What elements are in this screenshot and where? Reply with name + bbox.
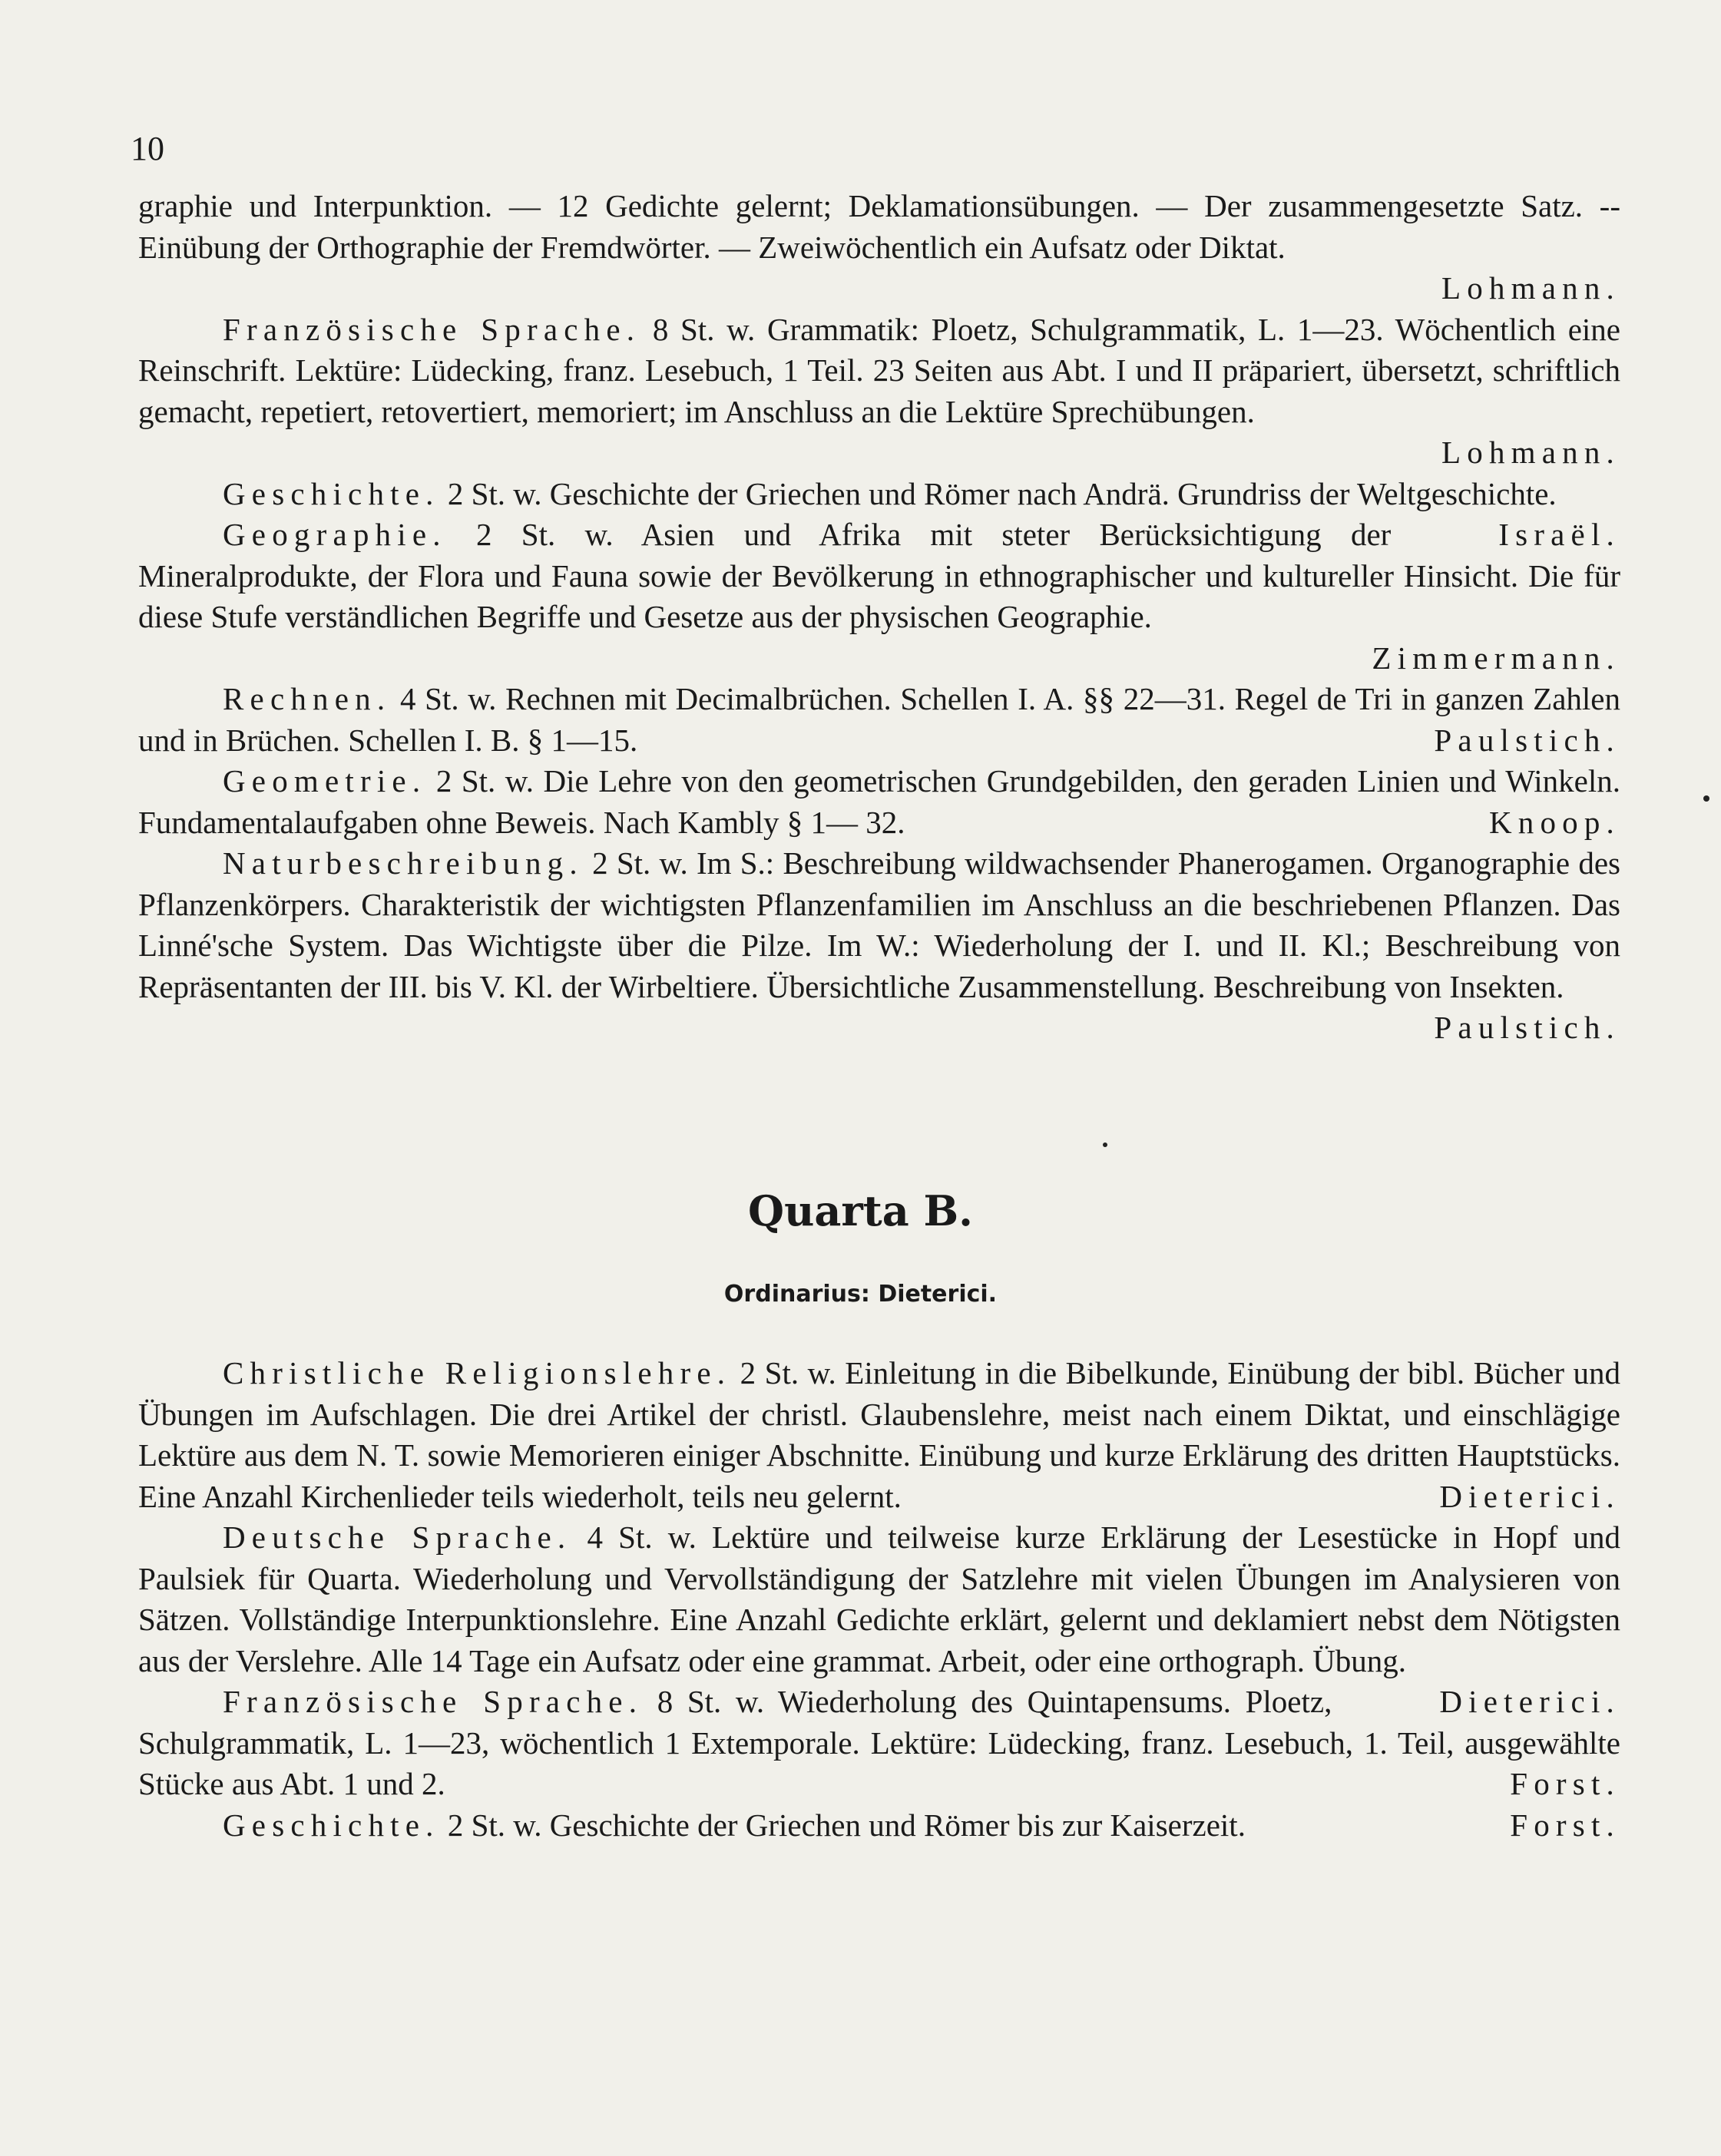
teacher-signature: Forst. <box>1510 1766 1620 1801</box>
teacher-signature: Paulstich. <box>1434 722 1620 758</box>
page-number: 10 <box>131 130 164 167</box>
subject-label: Rechnen. <box>223 681 392 716</box>
subject-label: Geschichte. <box>223 1807 440 1843</box>
subject-label: Französische Sprache. <box>223 1684 644 1719</box>
print-speck <box>1103 1142 1107 1147</box>
subject-label: Geschichte. <box>223 475 440 511</box>
subject-geographie <box>138 514 1620 638</box>
paragraph-continuation <box>138 186 1620 268</box>
subject-text: 2 St. w. Asien und Afrika mit steter Berücksichtigung der Mineralprodukte, der Flora und Fauna sowie der Bevölkerung in ethnographischer und kultureller Hinsicht. Die für diese Stufe verständlichen Begriffe und Gesetze aus der physischen Geographie. <box>138 517 1620 634</box>
subject-text: 4 St. w. Rechnen mit Decimalbrüchen. Schellen I. A. §§ 22—31. Regel de Tri in ganzen Zahlen und in Brüchen. Schellen I. B. § 1—15. <box>138 681 1620 758</box>
teacher-signature: Paulstich. <box>1434 1010 1620 1045</box>
subject-geometrie <box>138 761 1620 843</box>
teacher-signature: Lohmann. <box>1441 270 1620 306</box>
subject-label: Geometrie. <box>223 763 427 799</box>
teacher-signature: Forst. <box>1510 1807 1620 1843</box>
subject-label: Deutsche Sprache. <box>223 1519 572 1555</box>
lower-section <box>138 1353 1620 1846</box>
subject-text: 2 St. w. Geschichte der Griechen und Römer bis zur Kaiserzeit. <box>447 1807 1246 1843</box>
teacher-signature: Lohmann. <box>1441 435 1620 470</box>
subject-text: 4 St. w. Lektüre und teilweise kurze Erklärung der Lesestücke in Hopf und Paulsiek für Quarta. Wiederholung und Vervollständigung der Satzlehre mit vielen Übungen im Analysieren von Sätzen. Vollständige Interpunktionslehre. Eine Anzahl Gedichte erklärt, gelernt und deklamiert nebst dem Nötigsten aus der Verslehre. Alle 14 Tage ein Aufsatz oder eine grammat. Arbeit, oder eine orthograph. Übung. <box>138 1519 1621 1678</box>
subject-text: 2 St. w. Die Lehre von den geometrischen Grundgebilden, den geraden Linien und Winkeln. Fundamentalaufgaben ohne Beweis. Nach Kambly § 1— 32. <box>138 763 1621 840</box>
subject-text: 2 St. w. Im S.: Beschreibung wildwachsender Phanerogamen. Organographie des Pflanzenkörpers. Charakteristik der wichtigsten Pflanzenfamilien im Anschluss an die beschriebenen Pflanzen. Das Linné'sche System. Das Wichtigste über die Pilze. Im W.: Wiederholung der I. und II. Kl.; Beschreibung von Repräsentanten der III. bis V. Kl. der Wirbeltiere. Übersichtliche Zusammenstellung. Beschreibung von Insekten. <box>138 845 1621 1004</box>
subject-geschichte-quarta <box>138 1805 1620 1847</box>
teacher-signature: Israël. <box>1498 517 1620 552</box>
subject-text: 8 St. w. Grammatik: Ploetz, Schulgrammatik, L. 1—23. Wöchentlich eine Reinschrift. Lektüre: Lüdecking, franz. Lesebuch, 1 Teil. 23 Seiten aus Abt. I und II präpariert, übersetzt, schriftlich gemacht, repetiert, retovertiert, memoriert; im Anschluss an die Lektüre Sprechübungen. <box>138 311 1620 429</box>
teacher-signature: Dieterici. <box>1439 1478 1620 1514</box>
subject-label: Französische Sprache. <box>223 311 641 347</box>
subject-text: 2 St. w. Einleitung in die Bibelkunde, Einübung der bibl. Bücher und Übungen im Aufschlagen. Die drei Artikel der christl. Glaubenslehre, meist nach einem Diktat, und einschlägige Lektüre aus dem N. T. sowie Memorieren einiger Abschnitte. Einübung und kurze Erklärung des dritten Hauptstücks. Eine Anzahl Kirchenlieder teils wiederholt, teils neu gelernt. <box>138 1355 1620 1514</box>
teacher-signature: Dieterici. <box>1439 1684 1620 1719</box>
subject-label: Naturbeschreibung. <box>223 845 584 881</box>
subject-text: 2 St. w. Geschichte der Griechen und Römer nach Andrä. Grundriss der Weltgeschichte. <box>447 475 1557 511</box>
teacher-signature: Zimmermann. <box>1372 640 1620 676</box>
subject-religionslehre <box>138 1353 1620 1517</box>
subject-naturbeschreibung <box>138 843 1621 1045</box>
subject-label: Christliche Religionslehre. <box>223 1355 732 1390</box>
subject-label: Geographie. <box>223 517 447 552</box>
ordinarius-line: Ordinarius: Dieterici. <box>723 1281 998 1308</box>
subject-rechnen <box>138 679 1620 761</box>
section-title: Quarta B. <box>748 1186 973 1235</box>
subject-text: 8 St. w. Wiederholung des Quintapensums. Ploetz, Schulgrammatik, L. 1—23, wöchentlich 1 Extemporale. Lektüre: Lüdecking, franz. Lesebuch, 1. Teil, ausgewählte Stücke aus Abt. 1 und 2. <box>138 1684 1620 1801</box>
upper-section <box>138 186 1620 1049</box>
teacher-signature: Knoop. <box>1488 804 1620 840</box>
paragraph-text: graphie und Interpunktion. — 12 Gedichte gelernt; Deklamationsübungen. — Der zusammengesetzte Satz. -- Einübung der Orthographie der Fremdwörter. — Zweiwöchentlich ein Aufsatz oder Diktat. <box>138 188 1620 265</box>
subject-franzoesisch <box>138 309 1620 433</box>
print-speck <box>1703 795 1709 802</box>
